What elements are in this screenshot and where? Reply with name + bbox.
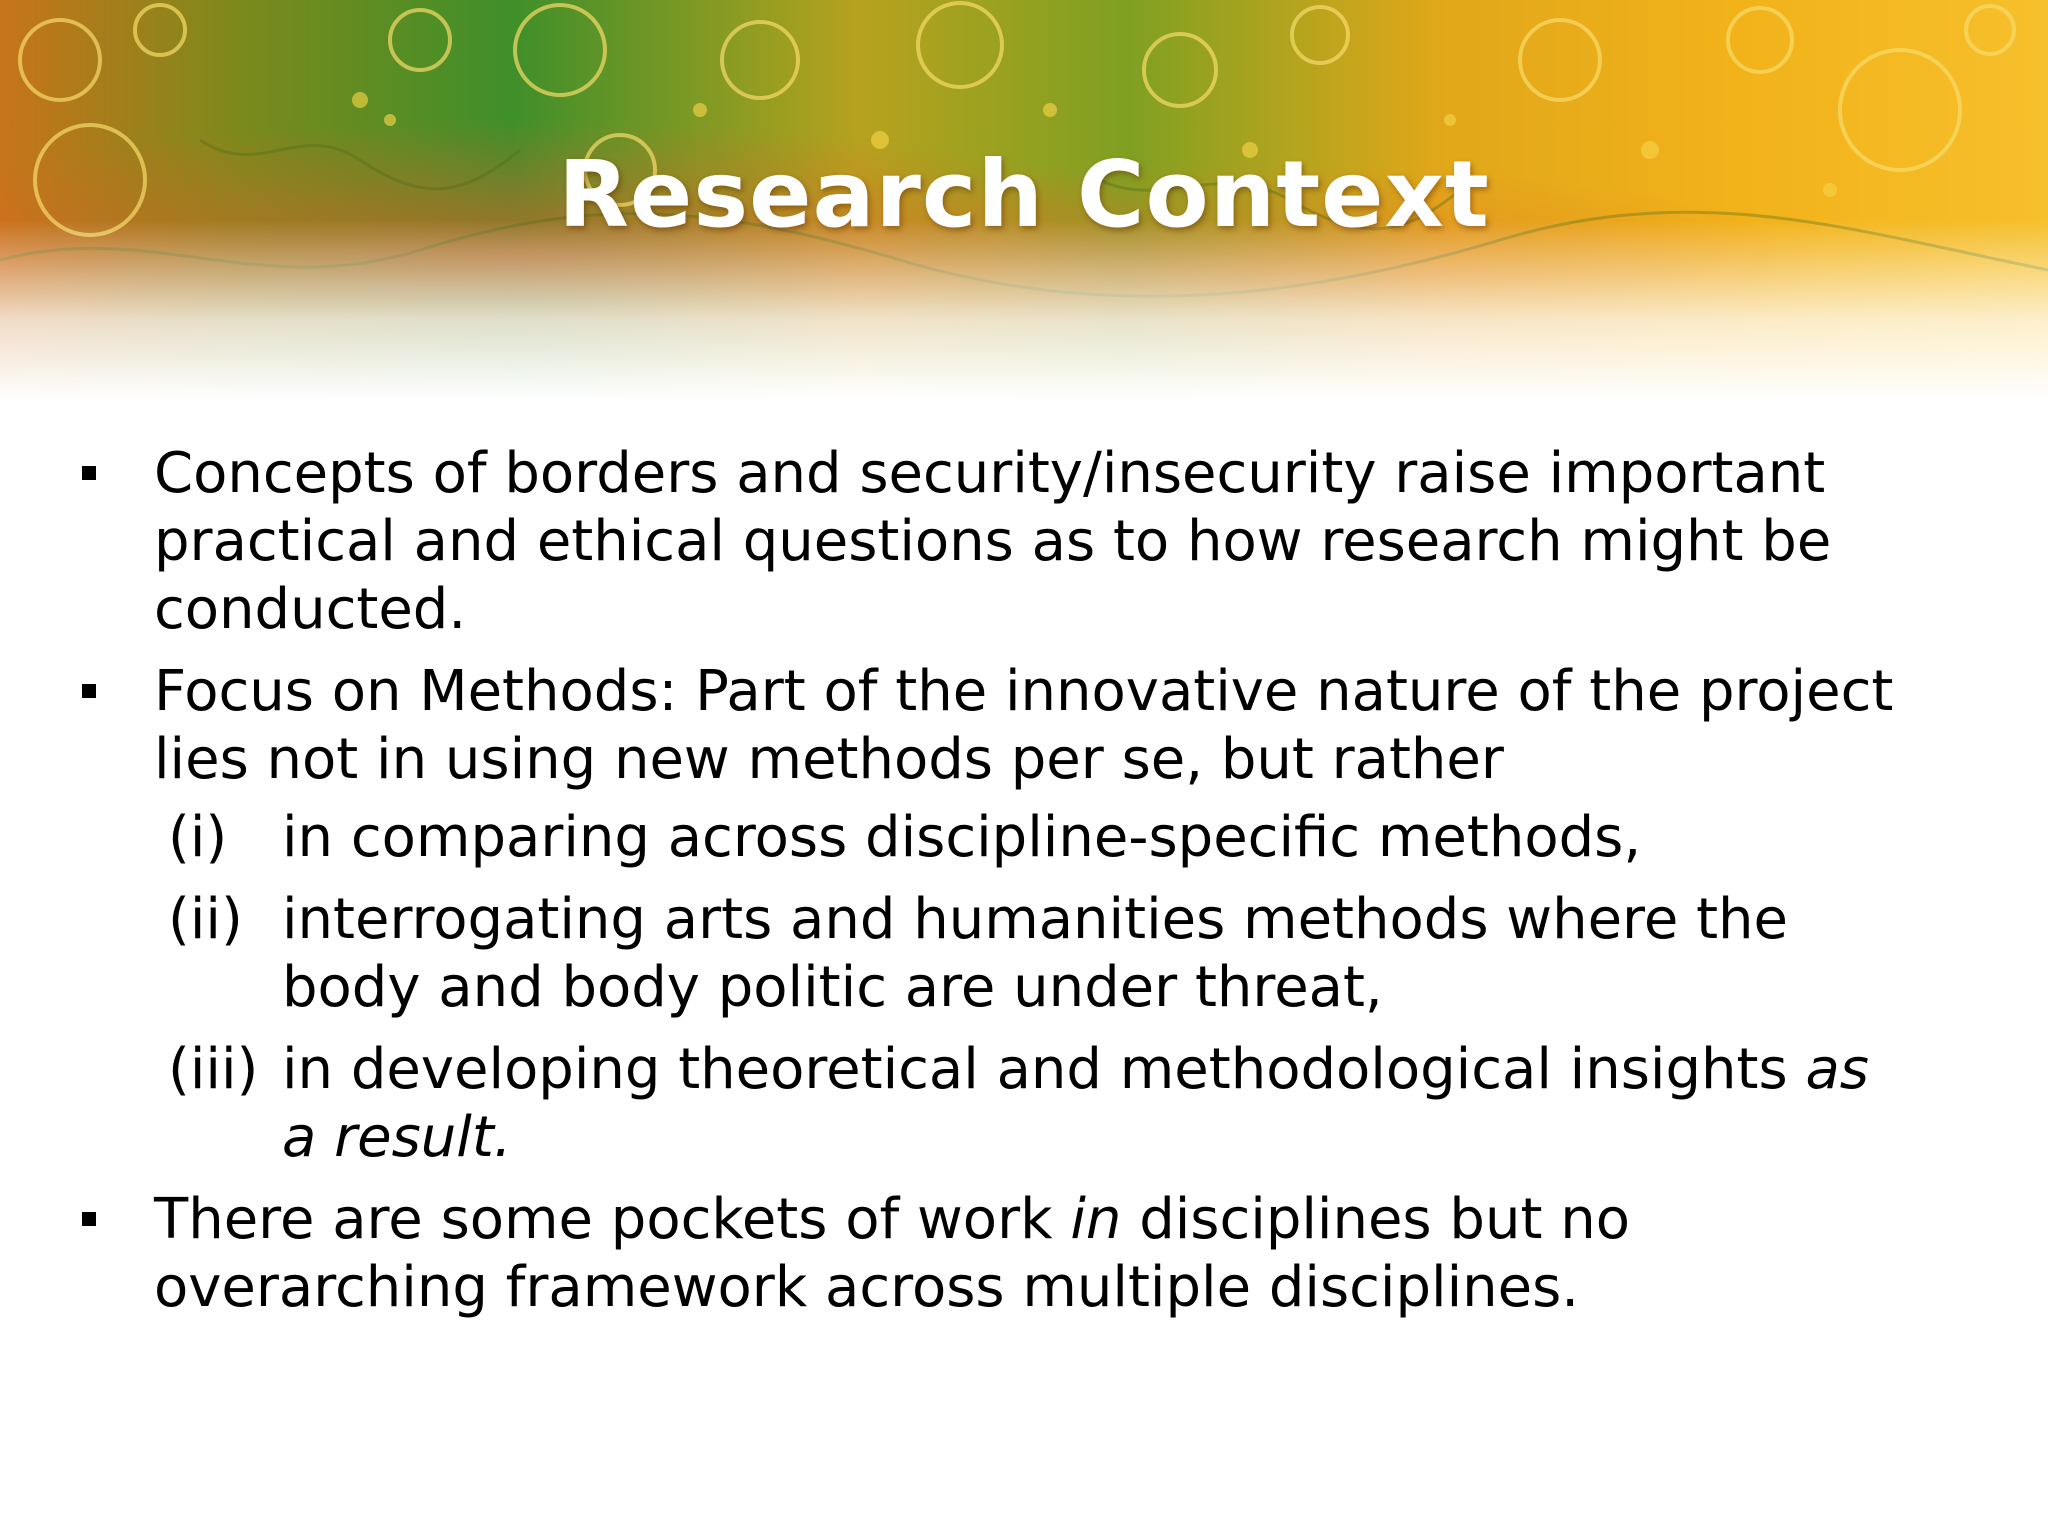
- sublist-item: [0, 886, 2048, 1022]
- bullet-text-italic: in: [1070, 1187, 1122, 1252]
- sublist-text: interrogating arts and humanities methods where the body and body politic are under threat,: [282, 887, 1788, 1020]
- bullet-text: [154, 1186, 1974, 1322]
- sublist-number: (i): [168, 805, 228, 870]
- sublist-text: [282, 1036, 1902, 1172]
- bullet-text: Focus on Methods: Part of the innovative nature of the project lies not in using new methods per se, but rather: [154, 659, 1894, 792]
- bullet-text: Concepts of borders and security/insecurity raise important practical and ethical questions as to how research might be conducted.: [154, 441, 1832, 642]
- square-bullet-icon: [82, 684, 96, 698]
- sublist-item: [0, 804, 2048, 872]
- bullet-item: [0, 1186, 2048, 1322]
- sublist-text-plain: in developing theoretical and methodological insights: [282, 1037, 1806, 1102]
- sublist-item: [0, 1036, 2048, 1172]
- sublist-number: (ii): [168, 887, 243, 952]
- square-bullet-icon: [82, 1212, 96, 1226]
- bullet-text-plain-continued: disciplines but no overarching framework across multiple disciplines.: [154, 1187, 1630, 1320]
- sublist-text-italic: as a result.: [282, 1037, 1869, 1170]
- bullet-text-plain: There are some pockets of work: [154, 1187, 1071, 1252]
- sublist-text: in comparing across discipline-specific methods,: [282, 805, 1642, 870]
- slide-title: Research Context: [558, 141, 1490, 248]
- numbered-sublist: [0, 804, 2048, 1172]
- bullet-item: [0, 658, 2048, 794]
- sublist-number: (iii): [168, 1037, 259, 1102]
- bullet-item: [0, 440, 2048, 644]
- slide-body: [0, 440, 2048, 1322]
- square-bullet-icon: [82, 466, 96, 480]
